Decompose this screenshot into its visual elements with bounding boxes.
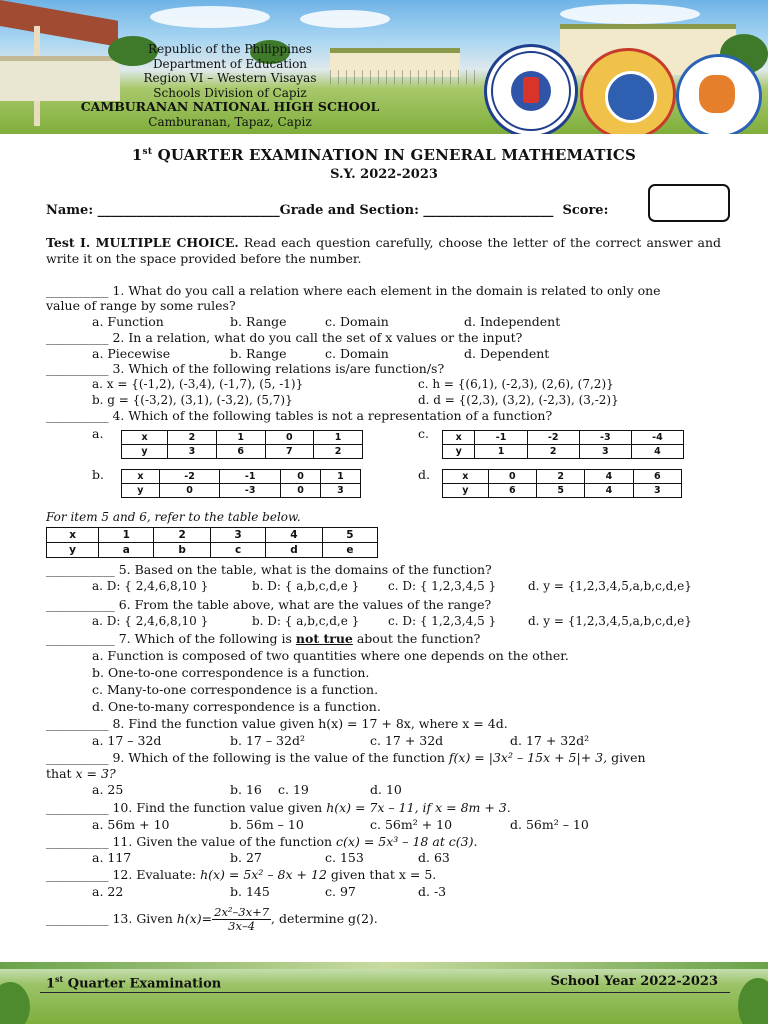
reference-table: x 1 2 3 4 5 y a b c d e xyxy=(46,527,378,558)
answer-blank[interactable]: ___________ xyxy=(46,562,115,577)
footer-school-year: School Year 2022-2023 xyxy=(550,974,718,989)
question-9: __________ 9. Which of the following is the value of the function f(x) = |3x² – 15x + 5|+ 3, given xyxy=(46,750,646,765)
question-8: __________ 8. Find the function value given h(x) = 17 + 8x, where x = 4d. xyxy=(46,716,508,731)
header-banner xyxy=(0,0,768,134)
choice-c: c. h = {(6,1), (-2,3), (2,6), (7,2)} xyxy=(418,377,614,391)
choice-c: c. D: { 1,2,3,4,5 } xyxy=(388,579,497,593)
fraction-expression: $\frac{\text{2x²–3x+7}}{3x-4}$ xyxy=(214,905,270,933)
choice-d: d. xyxy=(418,467,430,482)
choice-b: b. 56m – 10 xyxy=(230,817,304,832)
question-9-cont: that x = 3? xyxy=(46,766,116,781)
choice-a: a. Piecewise xyxy=(92,346,171,361)
choice-b: b. 17 – 32d² xyxy=(230,733,305,748)
region-line: Region VI – Western Visayas xyxy=(143,71,317,85)
choice-d: d. -3 xyxy=(418,884,447,899)
answer-blank[interactable]: __________ xyxy=(46,834,109,849)
choice-c: c. 153 xyxy=(325,850,364,865)
choice-c: c. Domain xyxy=(325,346,389,361)
cloud-graphic xyxy=(150,6,270,28)
answer-blank[interactable]: ___________ xyxy=(46,631,115,646)
instructions: Test I. MULTIPLE CHOICE. Read each question carefully, choose the letter of the correct answer and write it on the space provided before the number. xyxy=(46,235,721,266)
school-address: Camburanan, Tapaz, Capiz xyxy=(148,114,312,129)
footer-exam-label: 1st Quarter Examination xyxy=(46,974,222,992)
choice-a: a. D: { 2,4,6,8,10 } xyxy=(92,579,209,593)
grade-section-field[interactable]: ____________________ xyxy=(423,203,554,218)
tree-graphic xyxy=(0,982,30,1024)
choice-b: b. Range xyxy=(230,346,287,361)
answer-blank[interactable]: __________ xyxy=(46,911,109,926)
function-table-b: x -2 -1 0 1 y 0 -3 0 3 xyxy=(121,469,361,498)
choice-b: b. 145 xyxy=(230,884,270,899)
choice-c: c. 97 xyxy=(325,884,356,899)
choice-d: d. 56m² – 10 xyxy=(510,817,589,832)
choice-c: c. Many-to-one correspondence is a function. xyxy=(92,682,379,697)
choice-c: c. D: { 1,2,3,4,5 } xyxy=(388,614,497,628)
school-seal-logo xyxy=(676,54,762,134)
deped-seal-logo xyxy=(484,44,578,134)
name-label: Name: xyxy=(46,203,94,218)
division-line: Schools Division of Capiz xyxy=(153,85,307,100)
question-2: __________ 2. In a relation, what do you call the set of x values or the input? xyxy=(46,330,523,345)
question-1: __________ 1. What do you call a relation where each element in the domain is related to only one xyxy=(46,283,661,298)
question-10: __________ 10. Find the function value given h(x) = 7x – 11, if x = 8m + 3. xyxy=(46,800,511,815)
choice-b: b. D: { a,b,c,d,e } xyxy=(252,579,360,593)
school-name: CAMBURANAN NATIONAL HIGH SCHOOL xyxy=(80,99,380,114)
choice-a: a. 17 – 32d xyxy=(92,733,162,748)
choice-b: b. xyxy=(92,467,104,482)
answer-blank[interactable]: __________ xyxy=(46,283,109,298)
choice-a: a. Function xyxy=(92,314,164,329)
question-12: __________ 12. Evaluate: h(x) = 5x² – 8x + 12 given that x = 5. xyxy=(46,867,437,882)
choice-d: d. 63 xyxy=(418,850,450,865)
school-header xyxy=(60,42,400,129)
choice-c: c. Domain xyxy=(325,314,389,329)
question-1-cont: value of range by some rules? xyxy=(46,298,236,313)
grade-section-label: Grade and Section: xyxy=(279,203,419,218)
question-13: __________ 13. Given h(x)= $\frac{\text{2x²–3x+7}}{3x-4}$ , determine g(2). xyxy=(46,905,378,933)
function-table-a: x 2 1 0 1 y 3 6 7 2 xyxy=(121,430,363,459)
choice-a: a. D: { 2,4,6,8,10 } xyxy=(92,614,209,628)
student-info-row xyxy=(46,203,608,218)
answer-blank[interactable]: __________ xyxy=(46,330,109,345)
choice-d: d. y = {1,2,3,4,5,a,b,c,d,e} xyxy=(528,614,692,628)
division-seal-logo xyxy=(580,48,676,134)
choice-d: d. Dependent xyxy=(464,346,550,361)
choice-b: b. 27 xyxy=(230,850,262,865)
choice-c: c. 19 xyxy=(278,782,309,797)
answer-blank[interactable]: __________ xyxy=(46,408,109,423)
question-6: ___________ 6. From the table above, what are the values of the range? xyxy=(46,597,492,612)
choice-a: a. 56m + 10 xyxy=(92,817,170,832)
choice-d: d. y = {1,2,3,4,5,a,b,c,d,e} xyxy=(528,579,692,593)
choice-a: a. xyxy=(92,426,104,441)
choice-d: d. 10 xyxy=(370,782,402,797)
choice-a: a. 22 xyxy=(92,884,124,899)
cloud-graphic xyxy=(560,4,700,24)
score-box[interactable] xyxy=(648,184,730,222)
choice-b: b. 16 xyxy=(230,782,262,797)
choice-d: d. Independent xyxy=(464,314,561,329)
choice-b: b. D: { a,b,c,d,e } xyxy=(252,614,360,628)
choice-c: c. 17 + 32d xyxy=(370,733,444,748)
question-7: ___________ 7. Which of the following is not true about the function? xyxy=(46,631,481,646)
choice-c: c. 56m² + 10 xyxy=(370,817,453,832)
reference-note: For item 5 and 6, refer to the table below. xyxy=(46,510,301,524)
choice-b: b. One-to-one correspondence is a function. xyxy=(92,665,370,680)
answer-blank[interactable]: __________ xyxy=(46,800,109,815)
tree-graphic xyxy=(738,978,768,1024)
department-line: Department of Education xyxy=(152,56,308,71)
choice-b: b. g = {(-3,2), (3,1), (-3,2), (5,7)} xyxy=(92,393,293,407)
answer-blank[interactable]: __________ xyxy=(46,867,109,882)
function-table-c: x -1 -2 -3 -4 y 1 2 3 4 xyxy=(442,430,684,459)
function-table-d: x 0 2 4 6 y 6 5 4 3 xyxy=(442,469,682,498)
choice-c: c. xyxy=(418,426,429,441)
roof-graphic xyxy=(0,0,118,47)
school-year: S.Y. 2022-2023 xyxy=(330,167,438,182)
footer-rule xyxy=(40,992,730,993)
choice-d: d. d = {(2,3), (3,2), (-2,3), (3,-2)} xyxy=(418,393,619,407)
choice-d: d. One-to-many correspondence is a function. xyxy=(92,699,381,714)
question-11: __________ 11. Given the value of the function c(x) = 5x³ – 18 at c(3). xyxy=(46,834,478,849)
choice-a: a. 117 xyxy=(92,850,132,865)
footer-banner xyxy=(0,962,768,1024)
question-5: ___________ 5. Based on the table, what is the domains of the function? xyxy=(46,562,492,577)
exam-title: 1st QUARTER EXAMINATION IN GENERAL MATHEMATICS xyxy=(131,146,637,164)
answer-blank[interactable]: __________ xyxy=(46,361,109,376)
choice-d: d. 17 + 32d² xyxy=(510,733,590,748)
choice-a: a. 25 xyxy=(92,782,124,797)
footer-stripe xyxy=(0,962,768,969)
answer-blank[interactable]: __________ xyxy=(46,716,109,731)
choice-a: a. x = {(-1,2), (-3,4), (-1,7), (5, -1)} xyxy=(92,377,304,391)
choice-b: b. Range xyxy=(230,314,287,329)
answer-blank[interactable]: ___________ xyxy=(46,597,115,612)
question-3: __________ 3. Which of the following relations is/are function/s? xyxy=(46,361,445,376)
answer-blank[interactable]: __________ xyxy=(46,750,109,765)
name-field[interactable]: ____________________________ xyxy=(97,203,280,218)
republic-line: Republic of the Philippines xyxy=(148,42,312,56)
cloud-graphic xyxy=(300,10,390,28)
score-label: Score: xyxy=(562,203,609,218)
choice-a: a. Function is composed of two quantities where one depends on the other. xyxy=(92,648,569,663)
question-4: __________ 4. Which of the following tables is not a representation of a function? xyxy=(46,408,553,423)
